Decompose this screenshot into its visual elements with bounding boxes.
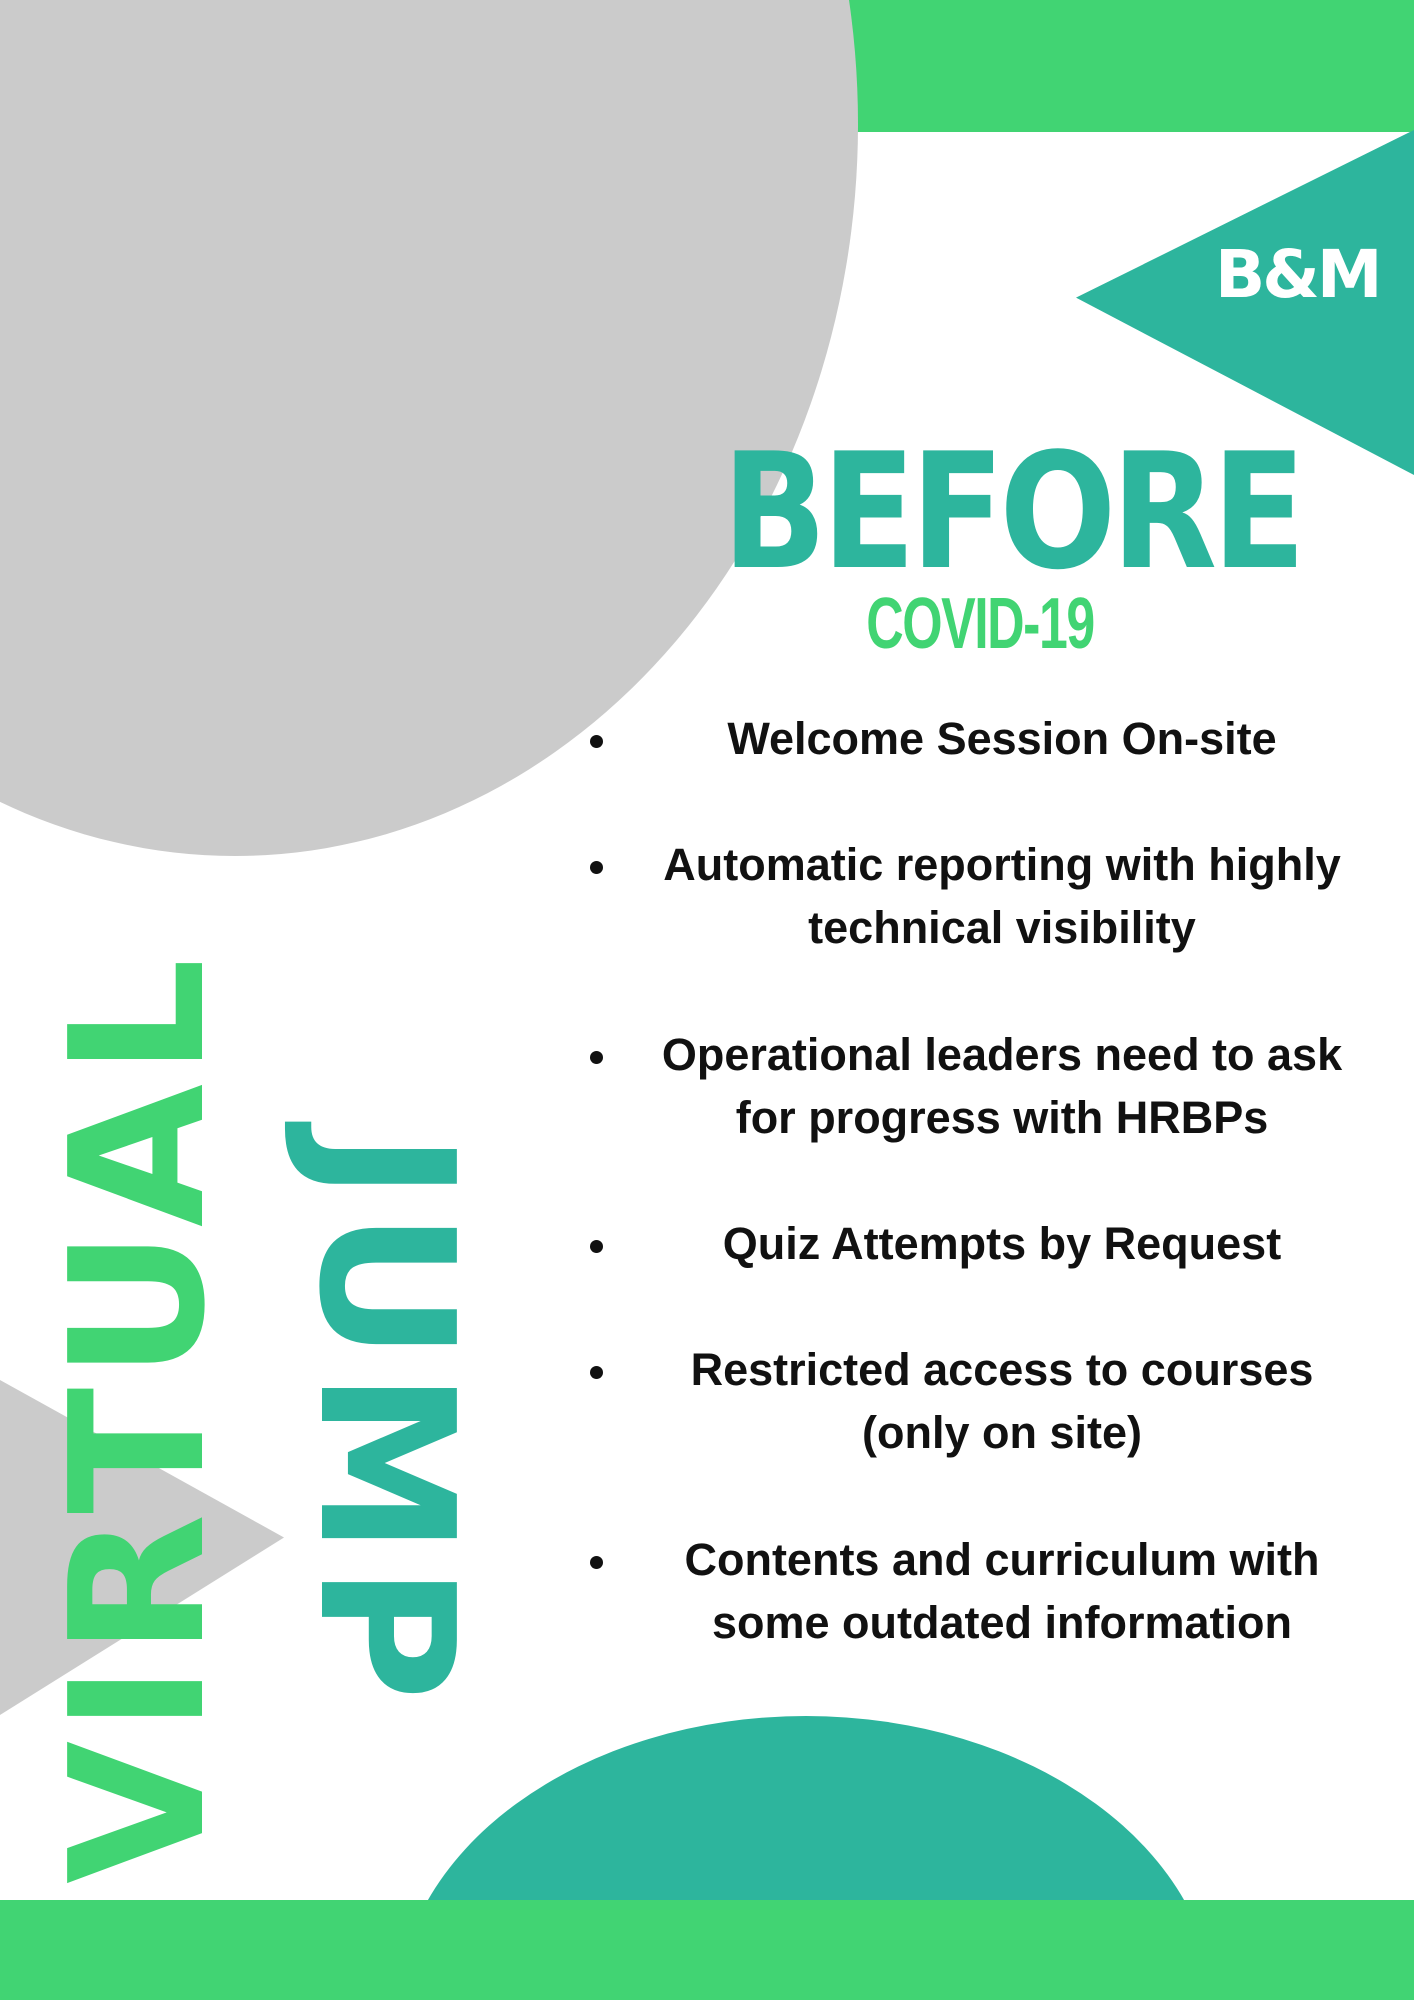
list-item bbox=[590, 833, 1380, 959]
list-item-text: Contents and curriculum with some outdated information bbox=[684, 1534, 1320, 1648]
page-title: BEFORE bbox=[722, 418, 1301, 605]
page-subtitle: COVID-19 bbox=[866, 584, 1094, 664]
list-item-text: Quiz Attempts by Request bbox=[722, 1218, 1282, 1269]
bullet-dot-icon bbox=[590, 735, 603, 748]
list-item bbox=[590, 1023, 1380, 1149]
list-item-text: Automatic reporting with highly technical visibility bbox=[663, 839, 1341, 953]
list-item bbox=[590, 707, 1380, 770]
bullet-dot-icon bbox=[590, 861, 603, 874]
list-item-text: Restricted access to courses (only on site) bbox=[690, 1344, 1314, 1458]
list-item-text: Operational leaders need to ask for progress with HRBPs bbox=[661, 1029, 1343, 1143]
list-item bbox=[590, 1528, 1380, 1654]
vertical-word-virtual: VIRTUAL bbox=[30, 950, 246, 1884]
list-item-text: Welcome Session On-site bbox=[727, 713, 1277, 764]
list-item bbox=[590, 1212, 1380, 1275]
brand-logo: B&M bbox=[1215, 236, 1380, 313]
bullet-dot-icon bbox=[590, 1051, 603, 1064]
bullet-dot-icon bbox=[590, 1366, 603, 1379]
bullet-dot-icon bbox=[590, 1240, 603, 1253]
list-item bbox=[590, 1338, 1380, 1464]
bullet-dot-icon bbox=[590, 1556, 603, 1569]
vertical-word-jump: JUMP bbox=[278, 1132, 494, 1711]
